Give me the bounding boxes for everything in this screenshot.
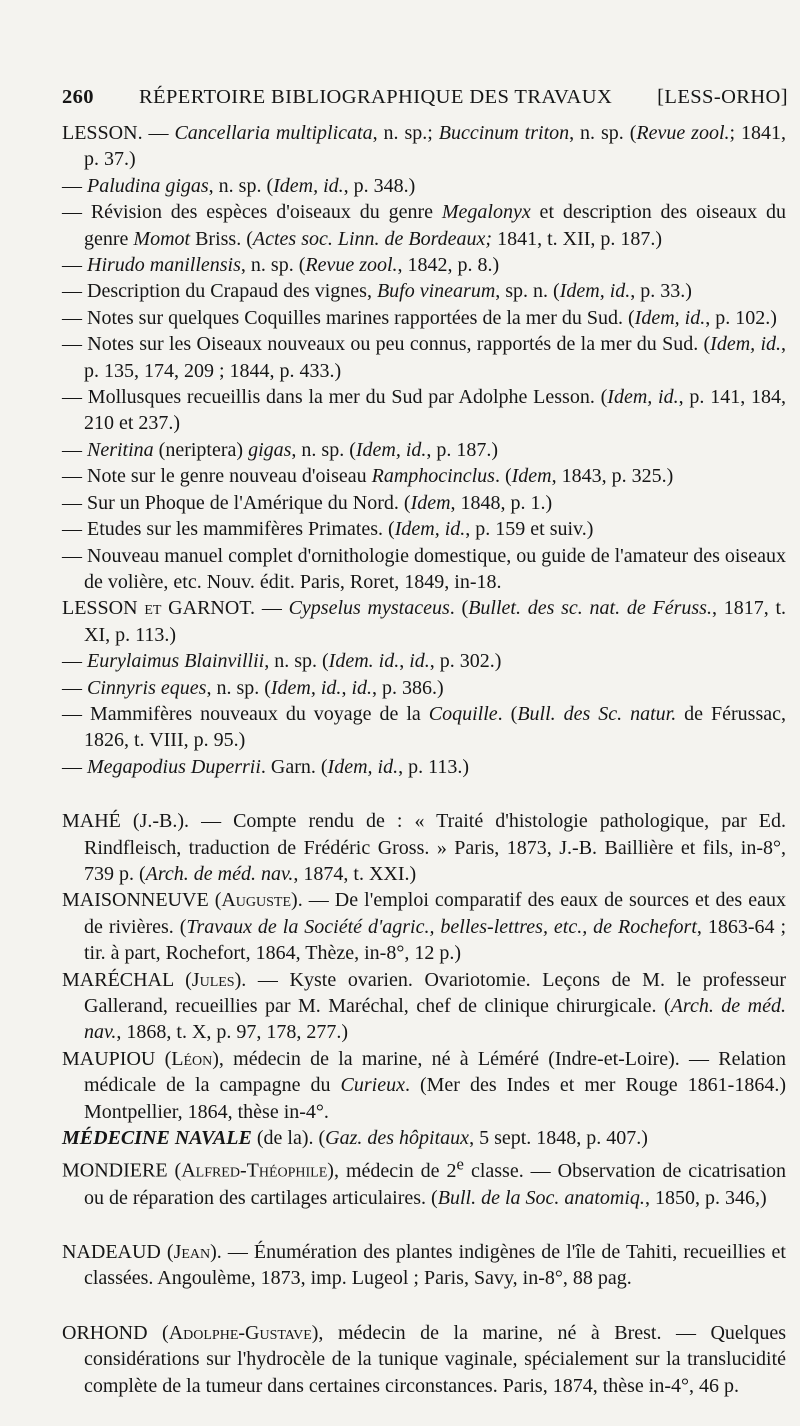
entry-text: — Cinnyris eques, n. sp. (Idem, id., id., p. 386.)	[62, 676, 444, 699]
entry-5	[62, 305, 786, 331]
entry-text: — Mammifères nouveaux du voyage de la Coquille. (Bull. des Sc. natur. de Férussac, 1826, t. VIII, p. 95.)	[62, 702, 786, 752]
entry-text: — Paludina gigas, n. sp. (Idem, id., p. 348.)	[62, 174, 416, 197]
entry-4	[62, 278, 786, 304]
entry-text: — De l'emploi comparatif des eaux de sources et des eaux de rivières. (Travaux de la Société d'agric., belles-lettres, etc., de Rochefort, 1863-64 ; tir. à part, Rochefort, 1864, Thèze, in-8°, 12 p.)	[84, 889, 787, 965]
entry-text: — Neritina (neriptera) gigas, n. sp. (Idem, id., p. 187.)	[62, 438, 499, 461]
entry-text: — Megapodius Duperrii. Garn. (Idem, id., p. 113.)	[62, 755, 469, 778]
entry-text: (de la). (Gaz. des hôpitaux, 5 sept. 1848, p. 407.)	[256, 1127, 648, 1150]
entry-author: MAHÉ (J.-B.).	[62, 810, 190, 833]
entry-text: — Nouveau manuel complet d'ornithologie domestique, ou guide de l'amateur des oiseaux de volière, etc. Nouv. édit. Paris, Roret, 1849, in-18.	[62, 544, 786, 593]
entry-20	[62, 967, 786, 1046]
entry-12	[62, 543, 786, 596]
entry-7	[62, 384, 786, 437]
entry-6	[62, 331, 786, 384]
entry-text: médecin de 2e classe. — Observation de cicatrisation ou de réparation des cartilages articulaires. (Bull. de la Soc. anatomiq., 1850, p. 346,)	[84, 1154, 787, 1209]
entry-13	[62, 595, 786, 648]
entry-text: — Compte rendu de : « Traité d'histologie pathologique, par Ed. Rindfleisch, traduction de Frédéric Gross. » Paris, 1873, J.-B. Baillière et fils, in-8°, 739 p. (Arch. de méd. nav., 1874, t. XXI.)	[84, 810, 786, 885]
running-header	[62, 86, 788, 109]
entry-text: — Etudes sur les mammifères Primates. (Idem, id., p. 159 et suiv.)	[62, 518, 594, 541]
entry-text: — Description du Crapaud des vignes, Bufo vinearum, sp. n. (Idem, id., p. 33.)	[62, 280, 692, 303]
entry-22	[62, 1125, 786, 1151]
entry-text: — Notes sur les Oiseaux nouveaux ou peu connus, rapportés de la mer du Sud. (Idem, id., p. 135, 174, 209 ; 1844, p. 433.)	[62, 333, 787, 382]
entry-text: — Énumération des plantes indigènes de l'île de Tahiti, recueillies et classées. Angoulème, 1873, imp. Lugeol ; Paris, Savy, in-8°, 88 pag.	[84, 1240, 786, 1290]
entry-1	[62, 173, 786, 199]
entry-author: MONDIERE (Alfred-Théophile),	[62, 1160, 339, 1183]
entry-author: ORHOND (Adolphe-Gustave),	[62, 1321, 324, 1344]
entry-author: MAUPIOU (Léon),	[62, 1047, 224, 1070]
entry-18	[62, 808, 786, 887]
entry-author: MAISONNEUVE (Auguste).	[62, 889, 303, 912]
entry-text: — Eurylaimus Blainvillii, n. sp. (Idem. id., id., p. 302.)	[62, 650, 502, 673]
entry-25	[62, 1320, 786, 1399]
entry-author: NADEAUD (Jean).	[62, 1240, 222, 1263]
entry-3	[62, 252, 786, 278]
entry-text: — Notes sur quelques Coquilles marines rapportées de la mer du Sud. (Idem, id., p. 102.)	[62, 306, 777, 329]
entry-text: — Cancellaria multiplicata, n. sp.; Buccinum triton, n. sp. (Revue zool.; 1841, p. 37.)	[84, 122, 786, 171]
entry-text: — Sur un Phoque de l'Amérique du Nord. (Idem, 1848, p. 1.)	[62, 491, 553, 514]
entry-24	[62, 1239, 786, 1292]
entry-16	[62, 701, 786, 754]
entry-author: MARÉCHAL (Jules).	[62, 968, 247, 991]
entry-8	[62, 437, 786, 463]
entry-text: médecin de la marine, né à Léméré (Indre-et-Loire). — Relation médicale de la campagne du Curieux. (Mer des Indes et mer Rouge 1861-1864.) Montpellier, 1864, thèse in-4°.	[84, 1047, 787, 1123]
entry-21	[62, 1046, 786, 1125]
bibliography-list	[62, 120, 786, 1399]
entry-text: — Hirudo manillensis, n. sp. (Revue zool., 1842, p. 8.)	[62, 254, 500, 277]
entry-author: MÉDECINE NAVALE	[62, 1127, 252, 1150]
entry-text: — Kyste ovarien. Ovariotomie. Leçons de M. le professeur Gallerand, recueillies par M. Maréchal, chef de clinique chirurgicale. (Arch. de méd. nav., 1868, t. X, p. 97, 178, 277.)	[84, 968, 786, 1044]
entry-text: — Révision des espèces d'oiseaux du genre Megalonyx et description des oiseaux du genre Momot Briss. (Actes soc. Linn. de Bordeaux; 1841, t. XII, p. 187.)	[62, 201, 786, 250]
alphabetical-range: [LESS-ORHO]	[657, 86, 788, 108]
entry-text: — Cypselus mystaceus. (Bullet. des sc. nat. de Féruss., 1817, t. XI, p. 113.)	[84, 597, 787, 646]
page-number: 260	[62, 86, 94, 108]
entry-15	[62, 675, 786, 701]
running-title: RÉPERTOIRE BIBLIOGRAPHIQUE DES TRAVAUX	[138, 86, 613, 108]
entry-19	[62, 887, 786, 966]
entry-10	[62, 490, 786, 516]
entry-2	[62, 199, 786, 252]
entry-23	[62, 1151, 786, 1210]
entry-text: médecin de la marine, né à Brest. — Quelques considérations sur l'hydrocèle de la tunique vaginale, spécialement sur la translucidité complète de la tumeur dans certaines circonstances. Paris, 1874, thèse in-4°, 46 p.	[84, 1321, 786, 1397]
entry-author: LESSON et GARNOT.	[62, 597, 256, 620]
entry-text: — Note sur le genre nouveau d'oiseau Ramphocinclus. (Idem, 1843, p. 325.)	[62, 465, 674, 488]
entry-text: — Mollusques recueillis dans la mer du Sud par Adolphe Lesson. (Idem, id., p. 141, 184, 210 et 237.)	[62, 386, 786, 435]
entry-17	[62, 754, 786, 780]
entry-author: LESSON.	[62, 122, 143, 144]
entry-9	[62, 463, 786, 489]
entry-11	[62, 516, 786, 542]
entry-14	[62, 648, 786, 674]
entry-0	[62, 120, 786, 173]
